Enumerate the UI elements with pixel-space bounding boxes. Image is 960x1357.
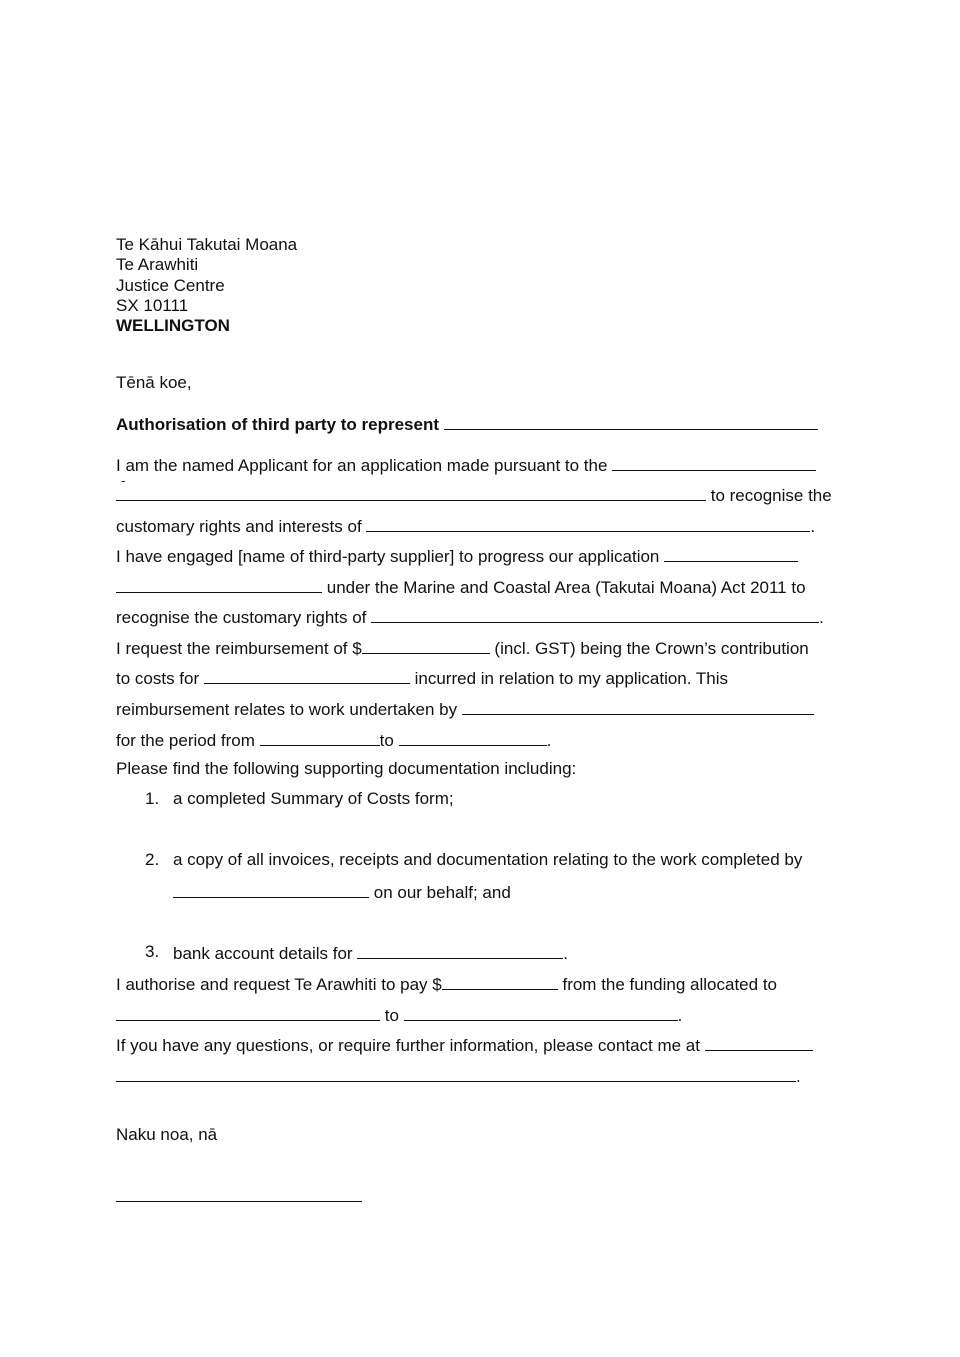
para6-period: . bbox=[796, 1067, 801, 1086]
address-line-2: Te Arawhiti bbox=[116, 255, 199, 274]
costs-for-blank[interactable] bbox=[204, 667, 410, 684]
list-item-2: a copy of all invoices, receipts and documentation relating to the work completed by bbox=[173, 850, 803, 869]
para3-text-a: I request the reimbursement of $ bbox=[116, 639, 362, 658]
customary-interests-blank[interactable] bbox=[366, 515, 810, 532]
list-num-3: 3. bbox=[145, 942, 160, 961]
para3-text-d: for the period from bbox=[116, 731, 255, 750]
signature-line bbox=[116, 1185, 362, 1207]
subject-text: Authorisation of third party to represent bbox=[116, 415, 440, 434]
period-from-blank[interactable] bbox=[260, 729, 380, 746]
para1-line2 bbox=[116, 484, 832, 506]
para3-line4 bbox=[116, 729, 551, 751]
allocated-to-blank[interactable] bbox=[116, 1004, 380, 1021]
pay-amount-blank[interactable] bbox=[442, 973, 558, 990]
address-line-4: SX 10111 bbox=[116, 296, 189, 315]
para3-text-to: to bbox=[379, 731, 394, 750]
para5-text-a: I authorise and request Te Arawhiti to pay $ bbox=[116, 975, 442, 994]
para1-text-b: to recognise the bbox=[710, 486, 832, 505]
para2-text-c: recognise the customary rights of bbox=[116, 608, 367, 627]
application-blank-2[interactable] bbox=[116, 576, 322, 593]
signoff: Naku noa, nā bbox=[116, 1125, 218, 1144]
period-to-blank[interactable] bbox=[399, 729, 547, 746]
para5-text-a-mid: from the funding allocated to bbox=[562, 975, 777, 994]
para1-dash: - bbox=[121, 473, 126, 488]
contact-blank-2[interactable] bbox=[116, 1065, 796, 1082]
para4-line: Please find the following supporting documentation including: bbox=[116, 759, 577, 778]
para1-text-c: customary rights and interests of bbox=[116, 517, 362, 536]
list-item-1: a completed Summary of Costs form; bbox=[173, 789, 454, 808]
subject-line bbox=[116, 413, 818, 435]
customary-rights-blank[interactable] bbox=[371, 606, 819, 623]
para6-line2 bbox=[116, 1065, 801, 1087]
address-line-3: Justice Centre bbox=[116, 276, 225, 295]
greeting: Tēnā koe, bbox=[116, 373, 192, 392]
para3-period: . bbox=[546, 731, 552, 750]
list-item-2-cont bbox=[173, 881, 511, 903]
list-item-2-cont-text: on our behalf; and bbox=[373, 883, 511, 902]
para5-line2 bbox=[116, 1004, 682, 1026]
para5-text-to: to bbox=[384, 1006, 399, 1025]
para3-line3 bbox=[116, 698, 814, 720]
list-item-3 bbox=[173, 942, 568, 964]
para2-text-a: I have engaged [name of third-party supplier] to progress our application bbox=[116, 547, 660, 566]
para3-line2 bbox=[116, 667, 728, 689]
bank-account-blank[interactable] bbox=[357, 942, 563, 959]
address-city: WELLINGTON bbox=[116, 316, 230, 335]
act-blank-2[interactable] bbox=[116, 484, 706, 501]
contact-blank-1[interactable] bbox=[705, 1034, 813, 1051]
represent-blank[interactable] bbox=[444, 413, 818, 430]
para1-line1 bbox=[116, 454, 816, 476]
para6-line1 bbox=[116, 1034, 813, 1056]
pay-to-blank[interactable] bbox=[404, 1004, 678, 1021]
address-line-1: Te Kāhui Takutai Moana bbox=[116, 235, 298, 254]
para5-line1 bbox=[116, 973, 777, 995]
work-completed-by-blank[interactable] bbox=[173, 881, 369, 898]
para1-text-a: I am the named Applicant for an application made pursuant to the bbox=[116, 456, 608, 475]
para2-text-b: under the Marine and Coastal Area (Takutai Moana) Act 2011 to bbox=[326, 578, 806, 597]
para3-text-c: reimbursement relates to work undertaken by bbox=[116, 700, 458, 719]
list-item-3-period: . bbox=[563, 944, 569, 963]
para6-text: If you have any questions, or require further information, please contact me at bbox=[116, 1036, 700, 1055]
para1-line3 bbox=[116, 515, 815, 537]
act-blank-1[interactable] bbox=[612, 454, 816, 471]
para3-text-b: to costs for bbox=[116, 669, 200, 688]
application-blank-1[interactable] bbox=[664, 545, 798, 562]
para2-line1 bbox=[116, 545, 798, 567]
para2-period: . bbox=[819, 608, 824, 627]
para2-line2 bbox=[116, 576, 806, 598]
work-undertaken-by-blank[interactable] bbox=[462, 698, 814, 715]
para3-text-a-mid: (incl. GST) being the Crown’s contribution bbox=[494, 639, 809, 658]
list-num-2: 2. bbox=[145, 850, 160, 869]
para3-text-b-mid: incurred in relation to my application. This bbox=[414, 669, 729, 688]
para2-line3 bbox=[116, 606, 824, 628]
para1-period: . bbox=[810, 517, 816, 536]
reimbursement-amount-blank[interactable] bbox=[362, 637, 490, 654]
para5-period: . bbox=[677, 1006, 683, 1025]
para3-line1 bbox=[116, 637, 809, 659]
list-num-1: 1. bbox=[145, 789, 160, 808]
signature-blank[interactable] bbox=[116, 1185, 362, 1202]
list-item-3-text: bank account details for bbox=[173, 944, 353, 963]
